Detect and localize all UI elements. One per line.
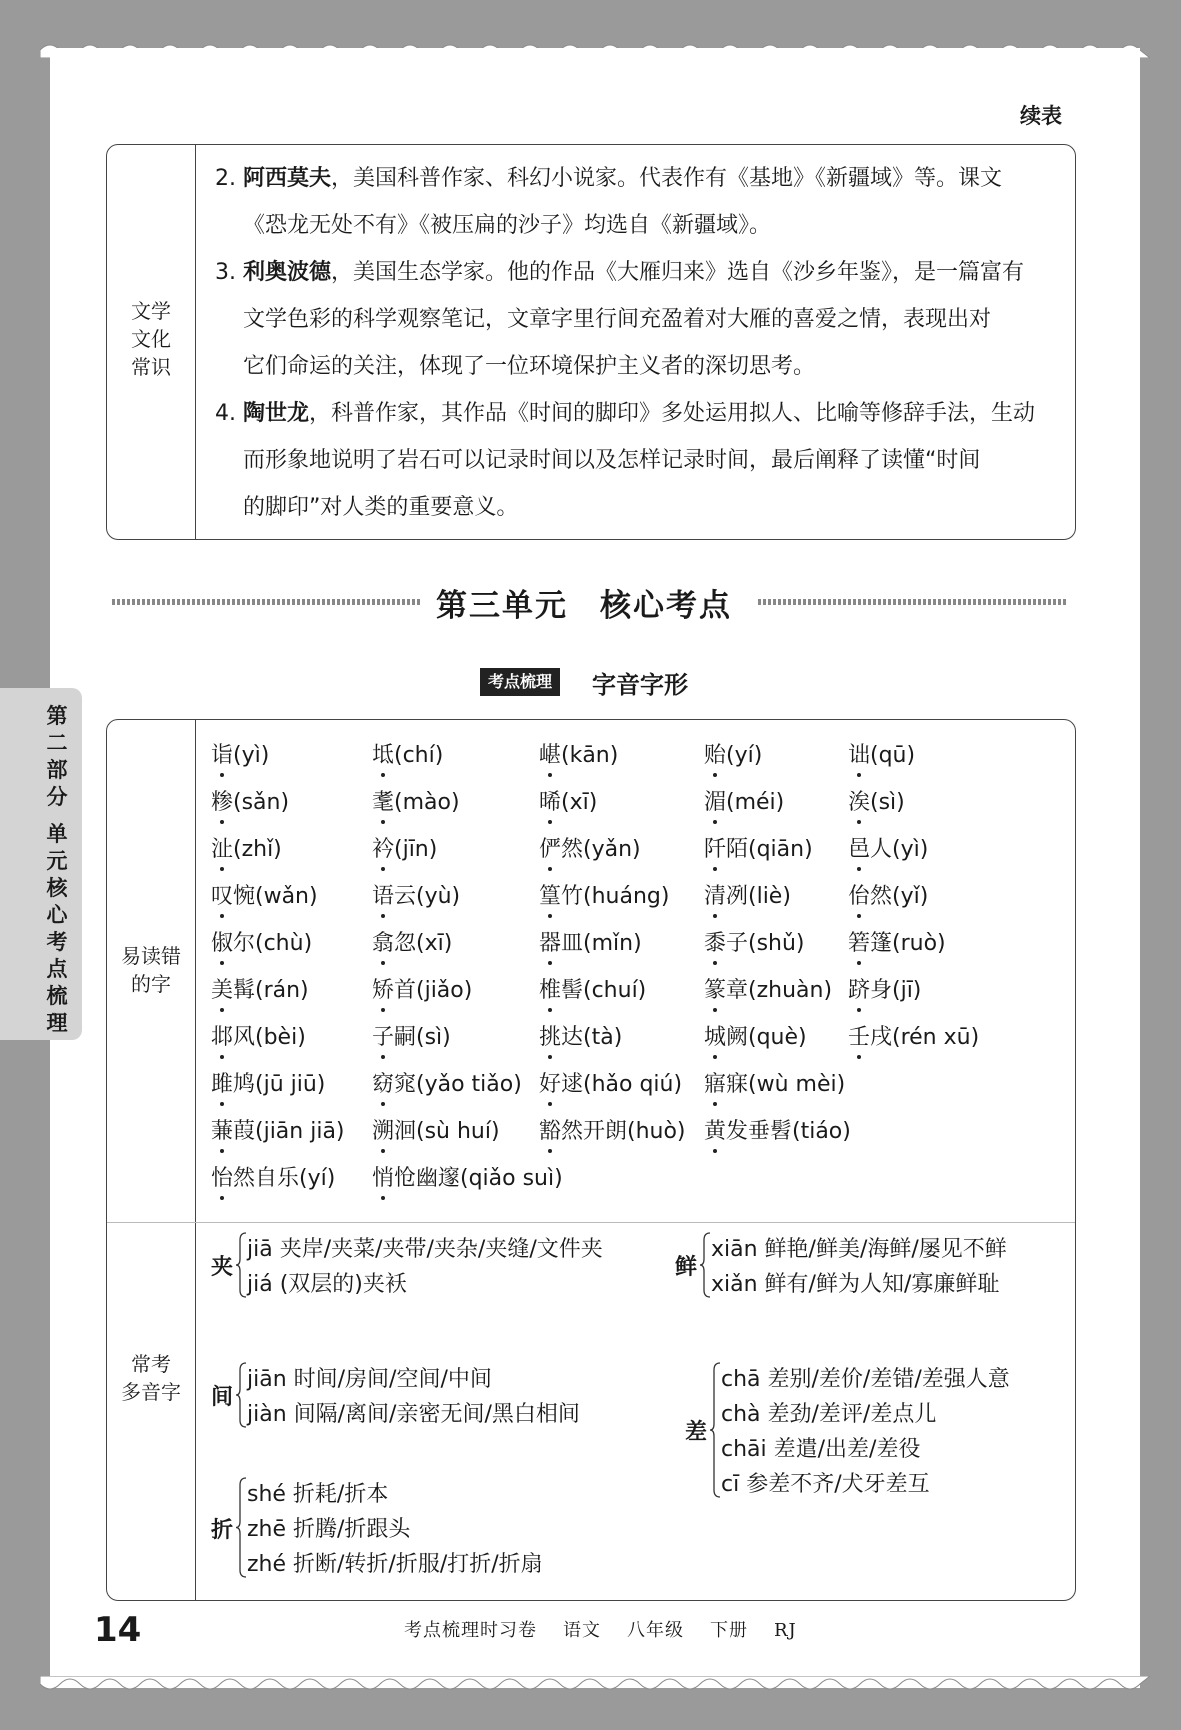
emphasis-dot bbox=[713, 1102, 717, 1106]
side-tab-char: 二 bbox=[46, 731, 68, 755]
characters-label-column bbox=[107, 720, 196, 1600]
misread-word: 壬戌(rén xū) bbox=[848, 1025, 980, 1050]
misread-word: 豁然开朗(huò) bbox=[539, 1119, 686, 1144]
emphasis-dot bbox=[381, 867, 385, 871]
footer-item: 八年级 bbox=[627, 1620, 684, 1641]
emphasis-dot bbox=[713, 773, 717, 777]
misread-word: 箬篷(ruò) bbox=[848, 931, 946, 956]
characters-box bbox=[106, 719, 1076, 1601]
page-number: 14 bbox=[94, 1610, 142, 1650]
polyphone-reading: zhē 折腾/折跟头 bbox=[247, 1517, 411, 1542]
author-name: 阿西莫夫 bbox=[242, 166, 331, 191]
misread-word: 美髯(rán) bbox=[211, 978, 309, 1003]
misread-word: 湄(méi) bbox=[704, 790, 785, 815]
emphasis-dot bbox=[857, 773, 861, 777]
misread-word: 诣(yì) bbox=[211, 743, 270, 768]
line-text: ，科普作家，其作品《时间的脚印》多处运用拟人、比喻等修辞手法，生动 bbox=[309, 401, 1036, 426]
emphasis-dot bbox=[548, 1055, 552, 1059]
emphasis-dot bbox=[220, 1102, 224, 1106]
author-name: 陶世龙 bbox=[242, 401, 309, 426]
misread-label-2: 的字 bbox=[131, 972, 171, 996]
emphasis-dot bbox=[857, 914, 861, 918]
misread-word: 俶尔(chù) bbox=[211, 931, 313, 956]
line-text: 它们命运的关注，体现了一位环境保护主义者的深切思考。 bbox=[243, 354, 816, 379]
emphasis-dot bbox=[220, 1196, 224, 1200]
misread-word: 翕忽(xī) bbox=[372, 931, 453, 956]
literature-line bbox=[215, 155, 1060, 202]
section-tag: 考点梳理 bbox=[480, 668, 560, 696]
footer-item: 考点梳理时习卷 bbox=[404, 1620, 537, 1641]
emphasis-dot bbox=[220, 867, 224, 871]
side-tab-char: 点 bbox=[46, 957, 68, 981]
line-text: 文学色彩的科学观察笔记，文章字里行间充盈着对大雁的喜爱之情，表现出对 bbox=[243, 307, 992, 332]
misread-word: 贻(yí) bbox=[704, 743, 763, 768]
misread-word: 邶风(bèi) bbox=[211, 1025, 306, 1050]
emphasis-dot bbox=[381, 1149, 385, 1153]
literature-line bbox=[215, 249, 1060, 296]
emphasis-dot bbox=[381, 1196, 385, 1200]
emphasis-dot bbox=[381, 820, 385, 824]
side-tab-char: 理 bbox=[46, 1011, 68, 1035]
emphasis-dot bbox=[857, 820, 861, 824]
emphasis-dot bbox=[220, 914, 224, 918]
polyphone-reading: chā 差别/差价/差错/差强人意 bbox=[721, 1367, 1010, 1392]
misread-word: 好逑(hǎo qiú) bbox=[539, 1072, 683, 1097]
emphasis-dot bbox=[548, 1008, 552, 1012]
literature-label-1: 文学 bbox=[131, 299, 171, 323]
emphasis-dot bbox=[713, 820, 717, 824]
section-title: 字音字形 bbox=[592, 671, 688, 699]
polyphone-reading: jiā 夹岸/夹菜/夹带/夹杂/夹缝/文件夹 bbox=[247, 1237, 603, 1262]
emphasis-dot bbox=[220, 961, 224, 965]
misread-word: 器皿(mǐn) bbox=[539, 931, 642, 956]
side-tab-char: 元 bbox=[46, 849, 68, 873]
misread-word: 寤寐(wù mèi) bbox=[704, 1072, 846, 1097]
misread-word: 俨然(yǎn) bbox=[539, 837, 641, 862]
line-text: 的脚印”对人类的重要意义。 bbox=[243, 495, 519, 520]
misread-word: 涘(sì) bbox=[848, 790, 905, 815]
misread-word: 阡陌(qiān) bbox=[704, 837, 813, 862]
misread-word: 晞(xī) bbox=[539, 790, 598, 815]
emphasis-dot bbox=[857, 1055, 861, 1059]
emphasis-dot bbox=[220, 773, 224, 777]
misread-word: 椎髻(chuí) bbox=[539, 978, 647, 1003]
side-tab-char: 梳 bbox=[46, 984, 68, 1008]
emphasis-dot bbox=[381, 1055, 385, 1059]
polyphone-reading: shé 折耗/折本 bbox=[247, 1482, 389, 1507]
emphasis-dot bbox=[548, 914, 552, 918]
line-text: ，美国生态学家。他的作品《大雁归来》选自《沙乡年鉴》，是一篇富有 bbox=[331, 260, 1025, 285]
side-tab-text bbox=[42, 703, 72, 1037]
side-tab-char: 单 bbox=[46, 822, 68, 846]
literature-label-2: 文化 bbox=[131, 327, 171, 351]
footer-item: 语文 bbox=[563, 1620, 601, 1641]
misread-word: 矫首(jiǎo) bbox=[372, 978, 473, 1003]
emphasis-dot bbox=[381, 1008, 385, 1012]
emphasis-dot bbox=[381, 1102, 385, 1106]
unit-title-part2: 核心考点 bbox=[600, 588, 732, 624]
misread-word: 溯洄(sù huí) bbox=[372, 1119, 500, 1144]
title-rule-right bbox=[758, 598, 1068, 606]
misread-word: 城阙(què) bbox=[704, 1025, 807, 1050]
footer-item: 下册 bbox=[710, 1620, 748, 1641]
footer bbox=[404, 1616, 823, 1642]
polyphone-reading: jiān 时间/房间/空间/中间 bbox=[247, 1367, 492, 1392]
polyphone-reading: chāi 差遣/出差/差役 bbox=[721, 1437, 921, 1462]
literature-box bbox=[106, 144, 1076, 540]
section-divider bbox=[107, 1222, 1075, 1223]
emphasis-dot bbox=[857, 1008, 861, 1012]
emphasis-dot bbox=[548, 867, 552, 871]
emphasis-dot bbox=[857, 867, 861, 871]
polyphone-reading: xiǎn 鲜有/鲜为人知/寡廉鲜耻 bbox=[711, 1272, 1000, 1297]
polyphone-char: 鲜 bbox=[675, 1255, 698, 1280]
side-tab-char: 心 bbox=[46, 903, 68, 927]
literature-line bbox=[215, 390, 1060, 437]
misread-word: 挑达(tà) bbox=[539, 1025, 623, 1050]
misread-label-1: 易读错 bbox=[121, 944, 181, 968]
misread-word: 叹惋(wǎn) bbox=[211, 884, 318, 909]
polyphone-char: 折 bbox=[211, 1517, 234, 1543]
misread-word: 蒹葭(jiān jiā) bbox=[211, 1119, 345, 1144]
misread-word: 悄怆幽邃(qiǎo suì) bbox=[372, 1166, 563, 1191]
misread-word: 雎鸠(jū jiū) bbox=[211, 1072, 326, 1097]
polyphone-label-2: 多音字 bbox=[121, 1380, 181, 1404]
emphasis-dot bbox=[713, 1149, 717, 1153]
misread-word: 清冽(liè) bbox=[704, 884, 791, 909]
misread-word: 窈窕(yǎo tiǎo) bbox=[372, 1072, 522, 1097]
misread-word: 跻身(jī) bbox=[848, 978, 922, 1003]
side-tab-char: 分 bbox=[46, 785, 68, 809]
emphasis-dot bbox=[220, 820, 224, 824]
misread-word: 篁竹(huáng) bbox=[539, 884, 670, 909]
emphasis-dot bbox=[548, 1149, 552, 1153]
literature-line bbox=[215, 296, 1060, 343]
polyphone-label-1: 常考 bbox=[131, 1352, 171, 1376]
misread-word: 佁然(yǐ) bbox=[848, 884, 929, 909]
polyphone-char: 夹 bbox=[211, 1255, 234, 1280]
polyphone-char: 间 bbox=[211, 1385, 234, 1410]
side-tab-char: 核 bbox=[46, 876, 68, 900]
emphasis-dot bbox=[713, 961, 717, 965]
misread-word: 诎(qū) bbox=[848, 743, 916, 768]
emphasis-dot bbox=[548, 1102, 552, 1106]
literature-line bbox=[215, 484, 1060, 531]
misread-word: 衿(jīn) bbox=[372, 837, 438, 862]
literature-line bbox=[215, 437, 1060, 484]
misread-word: 糁(sǎn) bbox=[211, 790, 290, 815]
emphasis-dot bbox=[857, 961, 861, 965]
page-border-bottom bbox=[40, 1676, 1150, 1696]
item-number: 3. bbox=[215, 260, 243, 285]
polyphone-reading: jiá (双层的)夹袄 bbox=[247, 1272, 407, 1297]
emphasis-dot bbox=[713, 1055, 717, 1059]
polyphone-reading: jiàn 间隔/离间/亲密无间/黑白相间 bbox=[247, 1402, 580, 1427]
author-name: 利奥波德 bbox=[242, 260, 331, 285]
misread-word: 坻(chí) bbox=[372, 743, 444, 768]
emphasis-dot bbox=[713, 867, 717, 871]
title-rule-left bbox=[112, 598, 420, 606]
polyphone-reading: cī 参差不齐/犬牙差互 bbox=[721, 1472, 930, 1497]
side-tab-char bbox=[42, 811, 72, 821]
side-tab-char: 部 bbox=[46, 758, 68, 782]
continued-label: 续表 bbox=[1020, 104, 1062, 128]
literature-label-3: 常识 bbox=[131, 355, 171, 379]
item-number: 2. bbox=[215, 166, 243, 191]
emphasis-dot bbox=[381, 773, 385, 777]
misread-word: 黍子(shǔ) bbox=[704, 931, 805, 956]
misread-word: 耄(mào) bbox=[372, 790, 460, 815]
emphasis-dot bbox=[220, 1008, 224, 1012]
line-text: ，美国科普作家、科幻小说家。代表作有《基地》《新疆域》等。课文 bbox=[331, 166, 1003, 191]
literature-text bbox=[215, 155, 1060, 531]
emphasis-dot bbox=[220, 1055, 224, 1059]
misread-word: 语云(yù) bbox=[372, 884, 461, 909]
emphasis-dot bbox=[381, 961, 385, 965]
item-number: 4. bbox=[215, 401, 243, 426]
emphasis-dot bbox=[548, 961, 552, 965]
misread-word: 邑人(yì) bbox=[848, 837, 929, 862]
footer-item: RJ bbox=[774, 1620, 797, 1641]
emphasis-dot bbox=[548, 773, 552, 777]
emphasis-dot bbox=[381, 914, 385, 918]
misread-word: 篆章(zhuàn) bbox=[704, 978, 833, 1003]
polyphone-reading: zhé 折断/转折/折服/打折/折扇 bbox=[247, 1552, 543, 1577]
polyphone-reading: chà 差劲/差评/差点儿 bbox=[721, 1402, 937, 1427]
misread-word: 沚(zhǐ) bbox=[211, 837, 282, 862]
unit-title bbox=[436, 580, 732, 625]
literature-line bbox=[215, 343, 1060, 390]
polyphone-char: 差 bbox=[685, 1420, 708, 1445]
misread-word: 怡然自乐(yí) bbox=[211, 1166, 336, 1191]
emphasis-dot bbox=[713, 914, 717, 918]
emphasis-dot bbox=[713, 1008, 717, 1012]
emphasis-dot bbox=[220, 1149, 224, 1153]
line-text: 而形象地说明了岩石可以记录时间以及怎样记录时间，最后阐释了读懂“时间 bbox=[243, 448, 981, 473]
literature-line bbox=[215, 202, 1060, 249]
unit-title-part1: 第三单元 bbox=[436, 588, 568, 624]
emphasis-dot bbox=[548, 820, 552, 824]
side-tab-char: 第 bbox=[46, 704, 68, 728]
misread-word: 子嗣(sì) bbox=[372, 1025, 451, 1050]
misread-word: 黄发垂髫(tiáo) bbox=[704, 1119, 851, 1144]
polyphone-reading: xiān 鲜艳/鲜美/海鲜/屡见不鲜 bbox=[711, 1237, 1007, 1262]
misread-word: 嵁(kān) bbox=[539, 743, 619, 768]
line-text: 《恐龙无处不有》《被压扁的沙子》均选自《新疆域》。 bbox=[243, 213, 772, 238]
side-tab-char: 考 bbox=[46, 930, 68, 954]
